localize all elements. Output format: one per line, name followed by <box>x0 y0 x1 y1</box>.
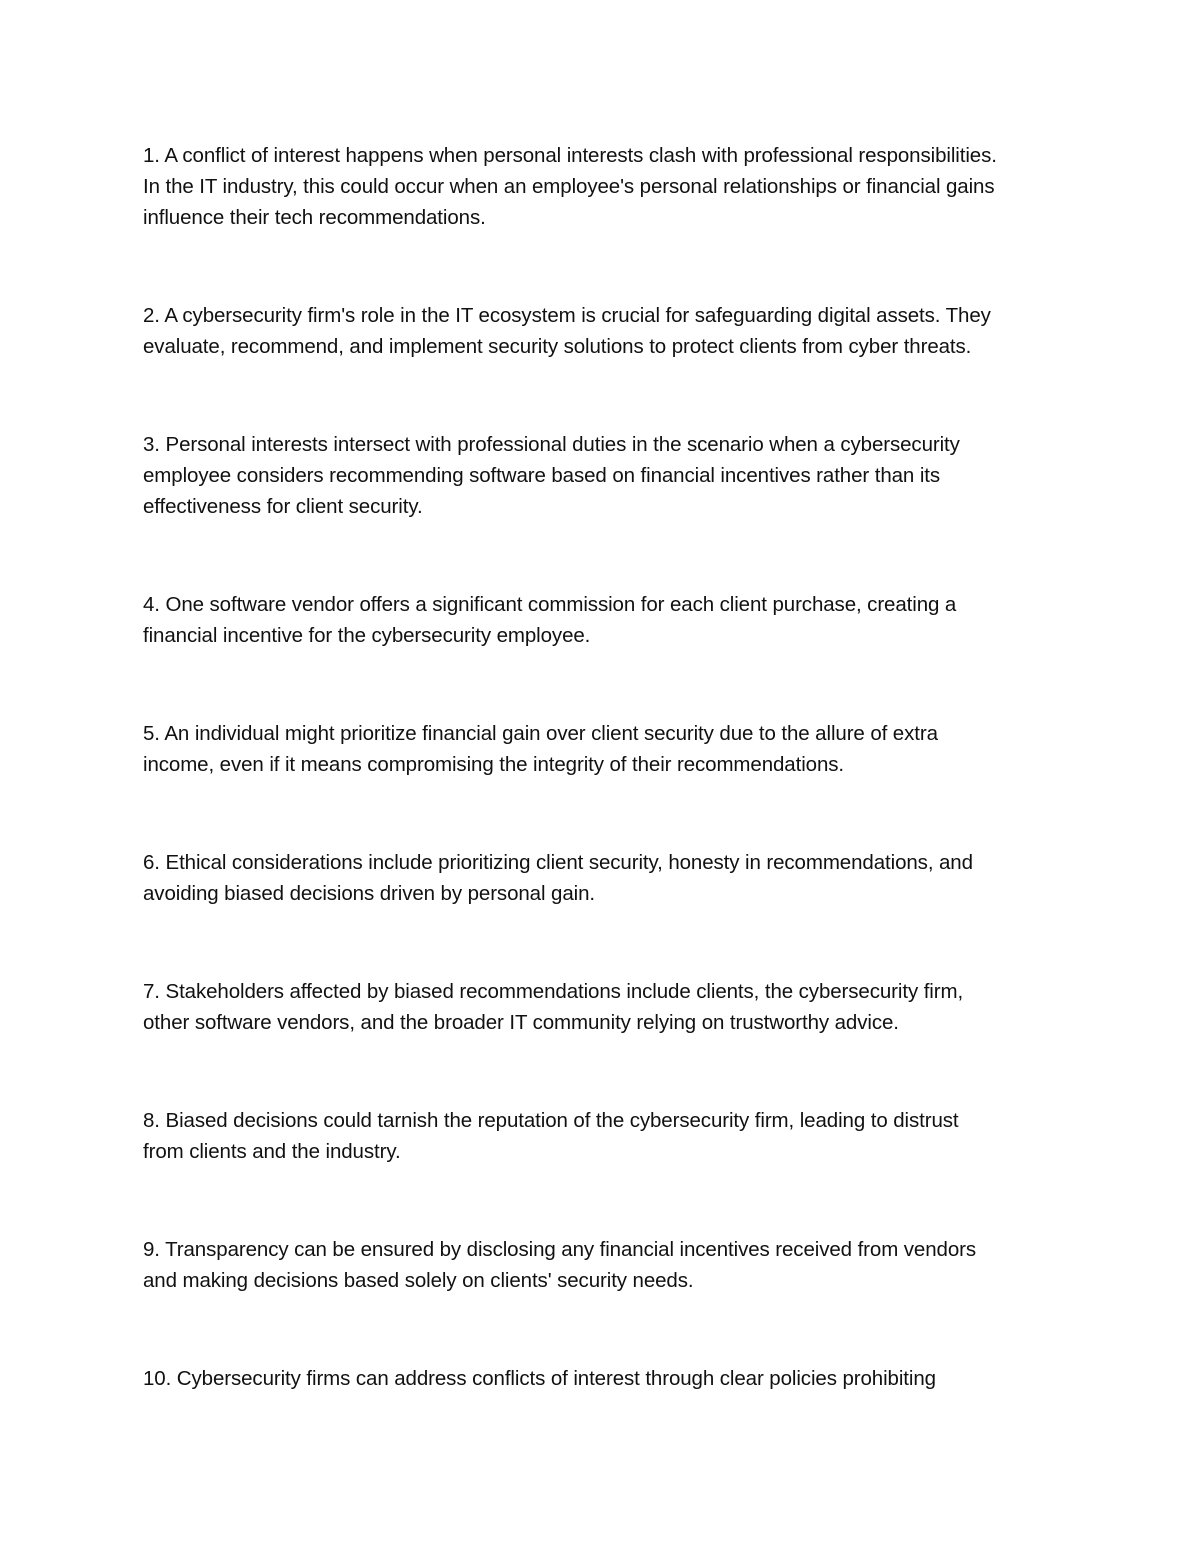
paragraph-line: 9. Transparency can be ensured by disclosing any financial incentives received from vendors <box>143 1238 976 1261</box>
paragraph-8 <box>143 1105 1073 1167</box>
paragraph-line: other software vendors, and the broader IT community relying on trustworthy advice. <box>143 1011 899 1034</box>
paragraph-line: income, even if it means compromising the integrity of their recommendations. <box>143 753 845 776</box>
paragraph-2 <box>143 300 1073 362</box>
paragraph-line: 7. Stakeholders affected by biased recommendations include clients, the cybersecurity firm, <box>143 980 964 1003</box>
paragraph-line: 5. An individual might prioritize financial gain over client security due to the allure of extra <box>143 722 938 745</box>
paragraph-line: financial incentive for the cybersecurity employee. <box>143 624 591 647</box>
paragraph-line: 2. A cybersecurity firm's role in the IT ecosystem is crucial for safeguarding digital assets. They <box>143 304 991 327</box>
paragraph-line: 10. Cybersecurity firms can address conflicts of interest through clear policies prohibiting <box>143 1367 936 1390</box>
paragraph-1 <box>143 140 1073 233</box>
paragraph-line: 4. One software vendor offers a significant commission for each client purchase, creating a <box>143 593 957 616</box>
paragraph-line: 8. Biased decisions could tarnish the reputation of the cybersecurity firm, leading to distrust <box>143 1109 959 1132</box>
paragraph-3 <box>143 429 1073 522</box>
paragraph-10 <box>143 1363 1073 1394</box>
paragraph-7 <box>143 976 1073 1038</box>
paragraph-line: avoiding biased decisions driven by personal gain. <box>143 882 595 905</box>
paragraph-line: effectiveness for client security. <box>143 495 423 518</box>
paragraph-6 <box>143 847 1073 909</box>
paragraph-line: and making decisions based solely on clients' security needs. <box>143 1269 694 1292</box>
paragraph-line: 1. A conflict of interest happens when personal interests clash with professional responsibilities. <box>143 144 997 167</box>
paragraph-5 <box>143 718 1073 780</box>
paragraph-line: evaluate, recommend, and implement security solutions to protect clients from cyber threats. <box>143 335 972 358</box>
paragraph-line: employee considers recommending software based on financial incentives rather than its <box>143 464 941 487</box>
paragraph-line: 3. Personal interests intersect with professional duties in the scenario when a cybersecurity <box>143 433 960 456</box>
paragraph-4 <box>143 589 1073 651</box>
paragraph-line: from clients and the industry. <box>143 1140 401 1163</box>
paragraph-9 <box>143 1234 1073 1296</box>
document-body <box>143 140 1073 1461</box>
paragraph-line: In the IT industry, this could occur when an employee's personal relationships or financial gains <box>143 175 995 198</box>
paragraph-line: influence their tech recommendations. <box>143 206 486 229</box>
paragraph-line: 6. Ethical considerations include prioritizing client security, honesty in recommendations, and <box>143 851 973 874</box>
